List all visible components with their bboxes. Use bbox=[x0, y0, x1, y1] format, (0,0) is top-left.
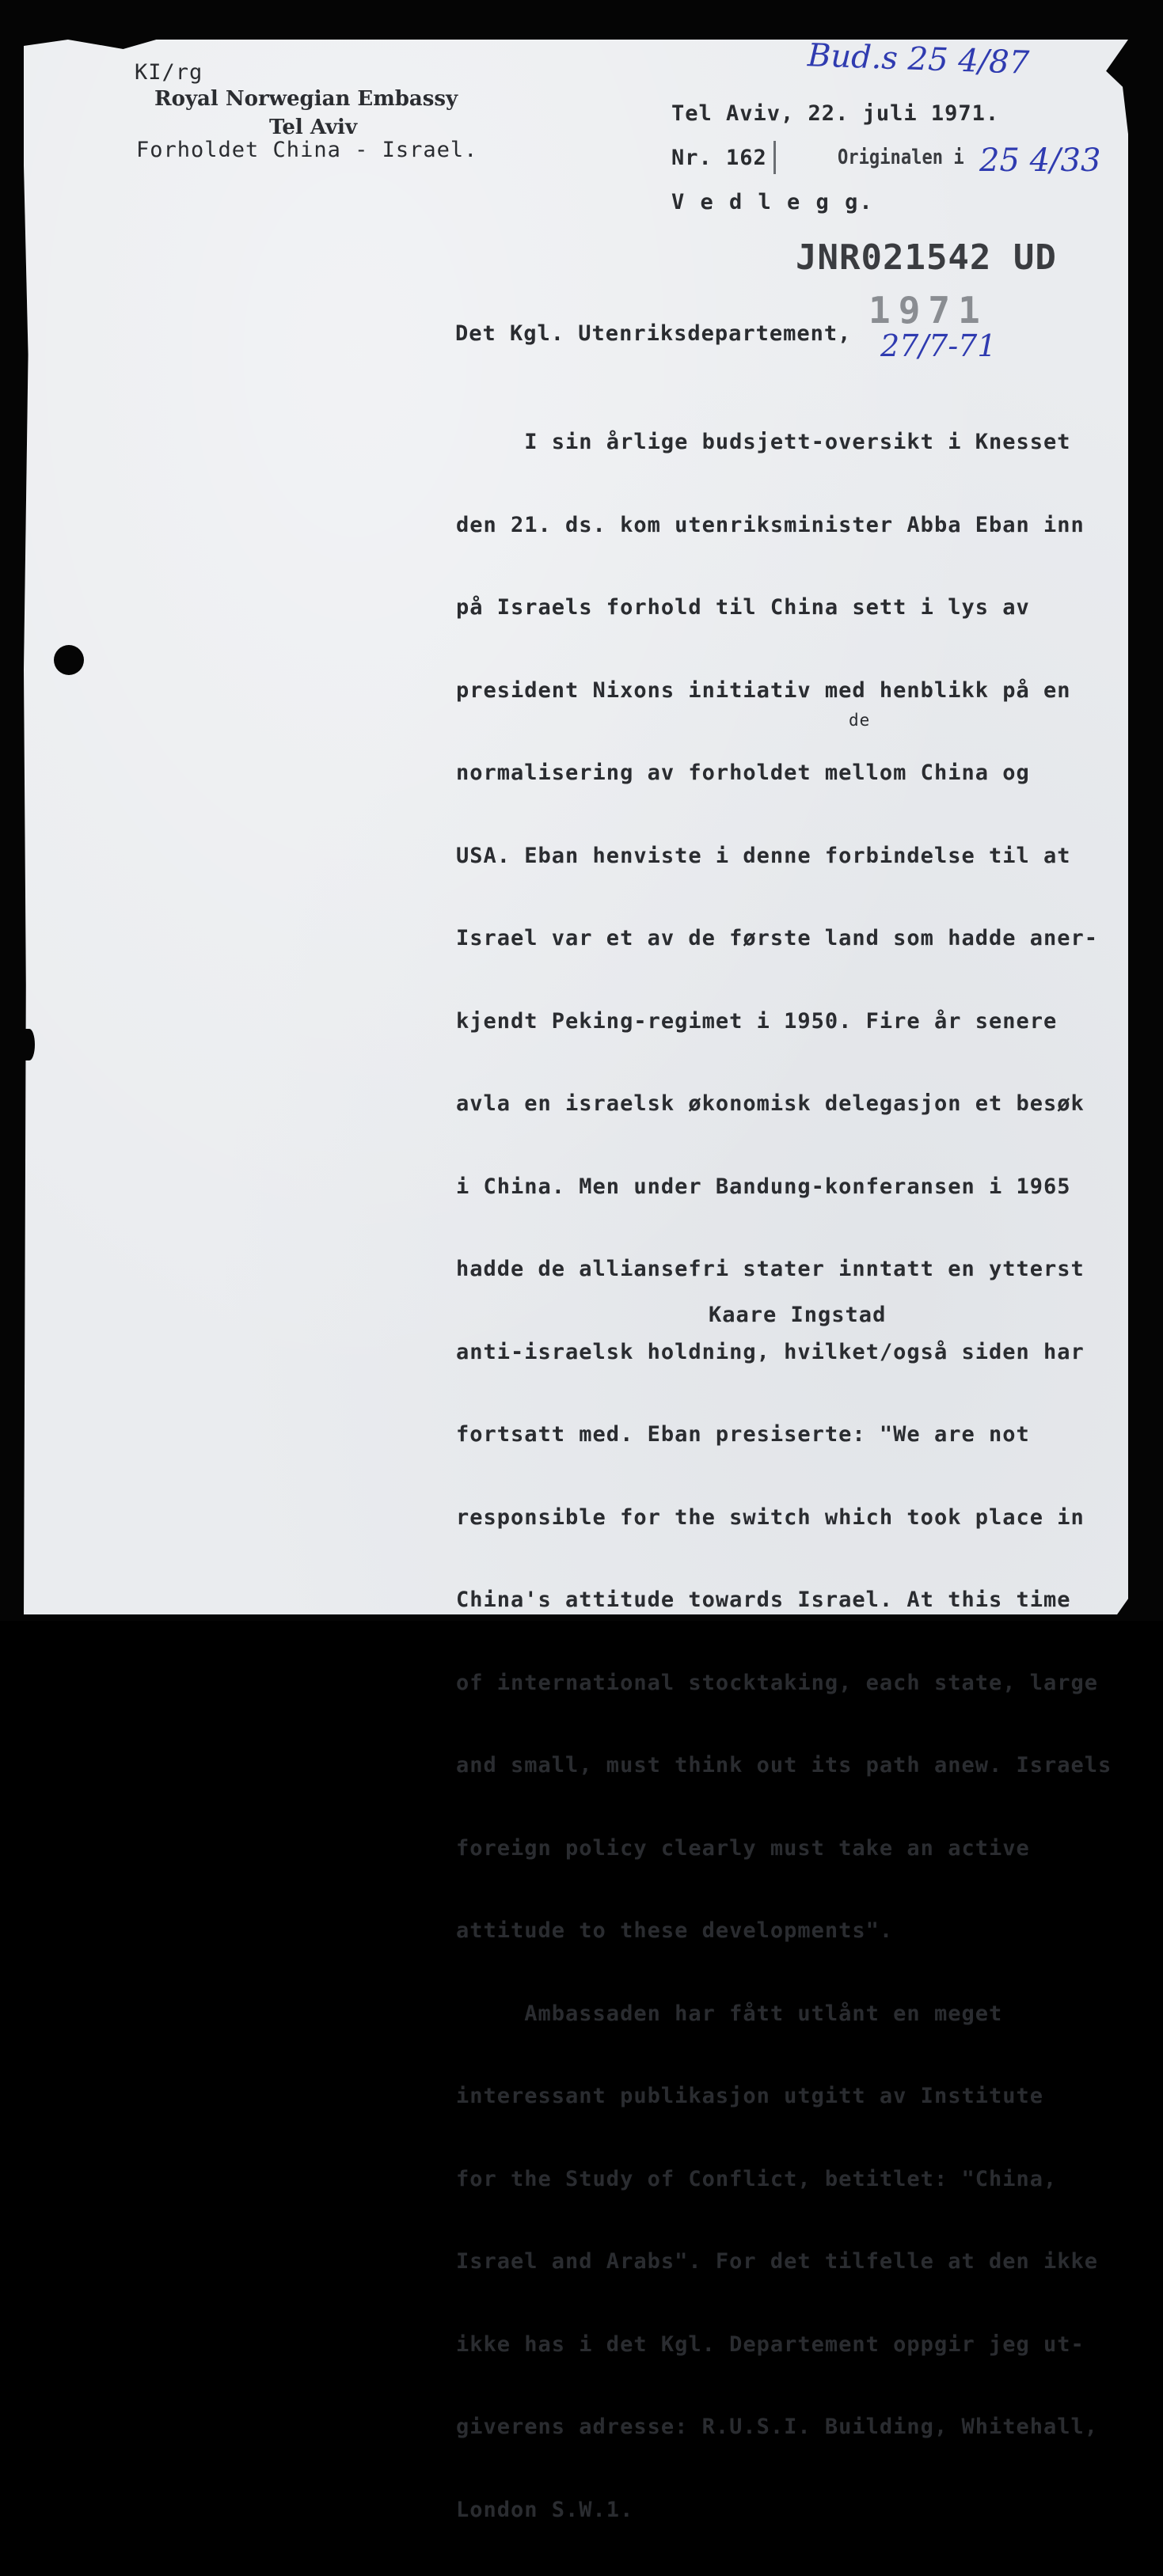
divider-mark bbox=[773, 141, 776, 174]
punch-hole bbox=[54, 645, 84, 675]
body-line: for the Study of Conflict, betitlet: "China, bbox=[456, 2166, 1058, 2191]
handwritten-originalen-ref: 25 4/33 bbox=[979, 142, 1101, 179]
subject-line: Forholdet China - Israel. bbox=[136, 138, 478, 162]
body-line: avla en israelsk økonomisk delegasjon et besøk bbox=[456, 1091, 1085, 1116]
body-line: interessant publikasjon utgitt av Institute bbox=[456, 2084, 1043, 2108]
embassy-city: Tel Aviv bbox=[269, 116, 358, 139]
body-line: fortsatt med. Eban presiserte: "We are not bbox=[456, 1422, 1030, 1447]
year-stamp: 1971 bbox=[868, 289, 988, 332]
body-line: Ambassaden har fått utlånt en meget bbox=[456, 2001, 1003, 2026]
body-line: Israel var et av de første land som hadde aner- bbox=[456, 926, 1099, 950]
torn-edge bbox=[24, 1029, 35, 1060]
body-line: den 21. ds. kom utenriksminister Abba Eban inn bbox=[456, 512, 1085, 537]
addressee: Det Kgl. Utenriksdepartement, bbox=[455, 321, 852, 346]
attachment-label: V e d l e g g. bbox=[671, 190, 874, 214]
letter-number: Nr. 162 bbox=[671, 146, 767, 170]
body-line: giverens adresse: R.U.S.I. Building, Whitehall, bbox=[456, 2415, 1099, 2439]
body-line: China's attitude towards Israel. At this time bbox=[456, 1588, 1071, 1612]
body-line: normalisering av forholdet mellom China og bbox=[456, 761, 1030, 785]
body-line: Israel and Arabs". For det tilfelle at den ikke bbox=[456, 2249, 1099, 2274]
body-line: hadde de alliansefri stater inntatt en ytterst bbox=[456, 1257, 1085, 1281]
body-line: foreign policy clearly must take an active bbox=[456, 1835, 1030, 1861]
signature: Kaare Ingstad bbox=[709, 1303, 887, 1327]
inserted-correction: de bbox=[849, 711, 871, 730]
body-line: i China. Men under Bandung-konferansen i 1965 bbox=[456, 1174, 1071, 1199]
body-line: attitude to these developments". bbox=[456, 1918, 894, 1943]
originalen-stamp: Originalen i bbox=[838, 146, 964, 169]
body-line: president Nixons initiativ med henblikk på en bbox=[456, 677, 1071, 703]
letter-body bbox=[456, 377, 1112, 2576]
body-line: of international stocktaking, each state, large bbox=[456, 1670, 1099, 1695]
body-line: anti-israelsk holdning, hvilket/også siden har bbox=[456, 1339, 1085, 1364]
body-line: responsible for the switch which took place in bbox=[456, 1504, 1085, 1530]
body-line: på Israels forhold til China sett i lys av bbox=[456, 595, 1030, 620]
body-line: kjendt Peking-regimet i 1950. Fire år senere bbox=[456, 1008, 1058, 1034]
body-line: and small, must think out its path anew. Israels bbox=[456, 1753, 1112, 1777]
handwritten-archive-note: Bud.s 25 4/87 bbox=[807, 37, 1030, 82]
letter-date: Tel Aviv, 22. juli 1971. bbox=[671, 101, 1000, 126]
journal-number-stamp: JNR021542 UD bbox=[796, 237, 1057, 278]
body-line: USA. Eban henviste i denne forbindelse til at bbox=[456, 843, 1071, 868]
body-line: I sin årlige budsjett-oversikt i Knesset bbox=[456, 430, 1071, 454]
body-line: London S.W.1. bbox=[456, 2497, 634, 2522]
embassy-name: Royal Norwegian Embassy bbox=[154, 87, 458, 111]
handwritten-date-note: 27/7-71 bbox=[880, 328, 997, 363]
reference-initials: KI/rg bbox=[135, 60, 203, 85]
body-line: ikke has i det Kgl. Departement oppgir jeg ut- bbox=[456, 2331, 1085, 2357]
